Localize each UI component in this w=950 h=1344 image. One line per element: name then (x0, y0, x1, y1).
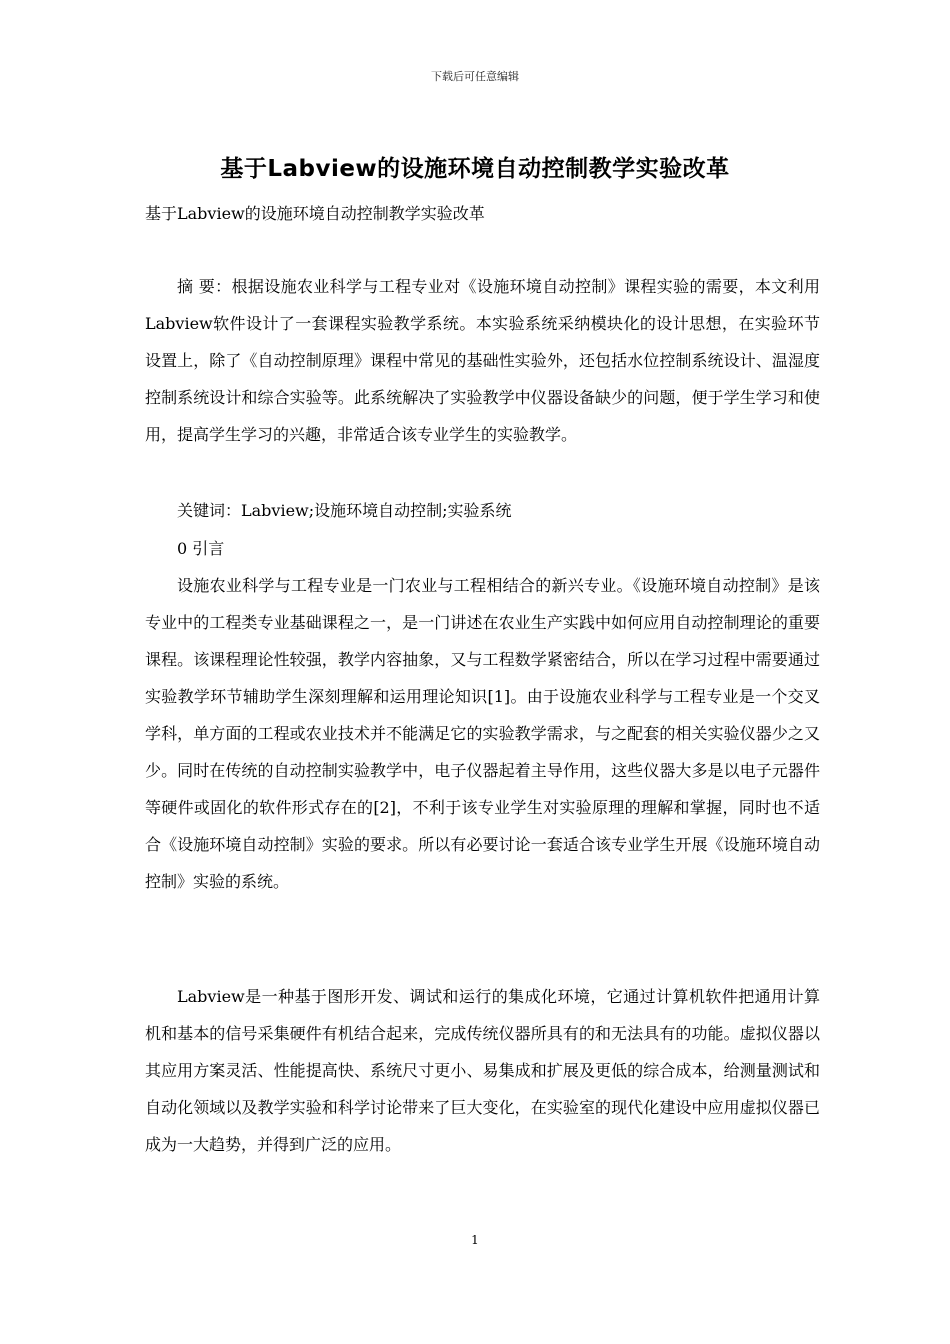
abstract-block (145, 268, 820, 453)
abstract-paragraph: 摘 要：根据设施农业科学与工程专业对《设施环境自动控制》课程实验的需要，本文利用Labview软件设计了一套课程实验教学系统。本实验系统采纳模块化的设计思想，在实验环节设置上，除了《自动控制原理》课程中常见的基础性实验外，还包括水位控制系统设计、温湿度控制系统设计和综合实验等。此系统解决了实验教学中仪器设备缺少的问题，便于学生学习和使用，提高学生学习的兴趣，非常适合该专业学生的实验教学。 (145, 277, 820, 444)
intro-paragraph-2: Labview是一种基于图形开发、调试和运行的集成化环境，它通过计算机软件把通用计算机和基本的信号采集硬件有机结合起来，完成传统仪器所具有的和无法具有的功能。虚拟仪器以其应用方案灵活、性能提高快、系统尺寸更小、易集成和扩展及更低的综合成本，给测量测试和自动化领域以及教学实验和科学讨论带来了巨大变化，在实验室的现代化建设中应用虚拟仪器已成为一大趋势，并得到广泛的应用。 (145, 987, 820, 1154)
intro-heading-block (145, 530, 820, 567)
keywords-block (145, 492, 820, 529)
intro-heading: 0 引言 (177, 539, 225, 558)
document-title: 基于Labview的设施环境自动控制教学实验改革 (220, 156, 730, 182)
intro-paragraph-1-block (145, 567, 820, 900)
intro-paragraph-2-block (145, 978, 820, 1163)
intro-paragraph-1: 设施农业科学与工程专业是一门农业与工程相结合的新兴专业。《设施环境自动控制》是该专业中的工程类专业基础课程之一，是一门讲述在农业生产实践中如何应用自动控制理论的重要课程。该课程理论性较强，教学内容抽象，又与工程数学紧密结合，所以在学习过程中需要通过实验教学环节辅助学生深刻理解和运用理论知识[1]。由于设施农业科学与工程专业是一个交叉学科，单方面的工程或农业技术并不能满足它的实验教学需求，与之配套的相关实验仪器少之又少。同时在传统的自动控制实验教学中，电子仪器起着主导作用，这些仪器大多是以电子元器件等硬件或固化的软件形式存在的[2]，不利于该专业学生对实验原理的理解和掌握，同时也不适合《设施环境自动控制》实验的要求。所以有必要讨论一套适合该专业学生开展《设施环境自动控制》实验的系统。 (145, 576, 820, 891)
keywords-paragraph: 关键词：Labview;设施环境自动控制;实验系统 (177, 501, 512, 520)
document-subtitle: 基于Labview的设施环境自动控制教学实验改革 (145, 204, 485, 223)
header-note: 下载后可任意编辑 (431, 70, 519, 83)
page-number: 1 (471, 1233, 479, 1247)
